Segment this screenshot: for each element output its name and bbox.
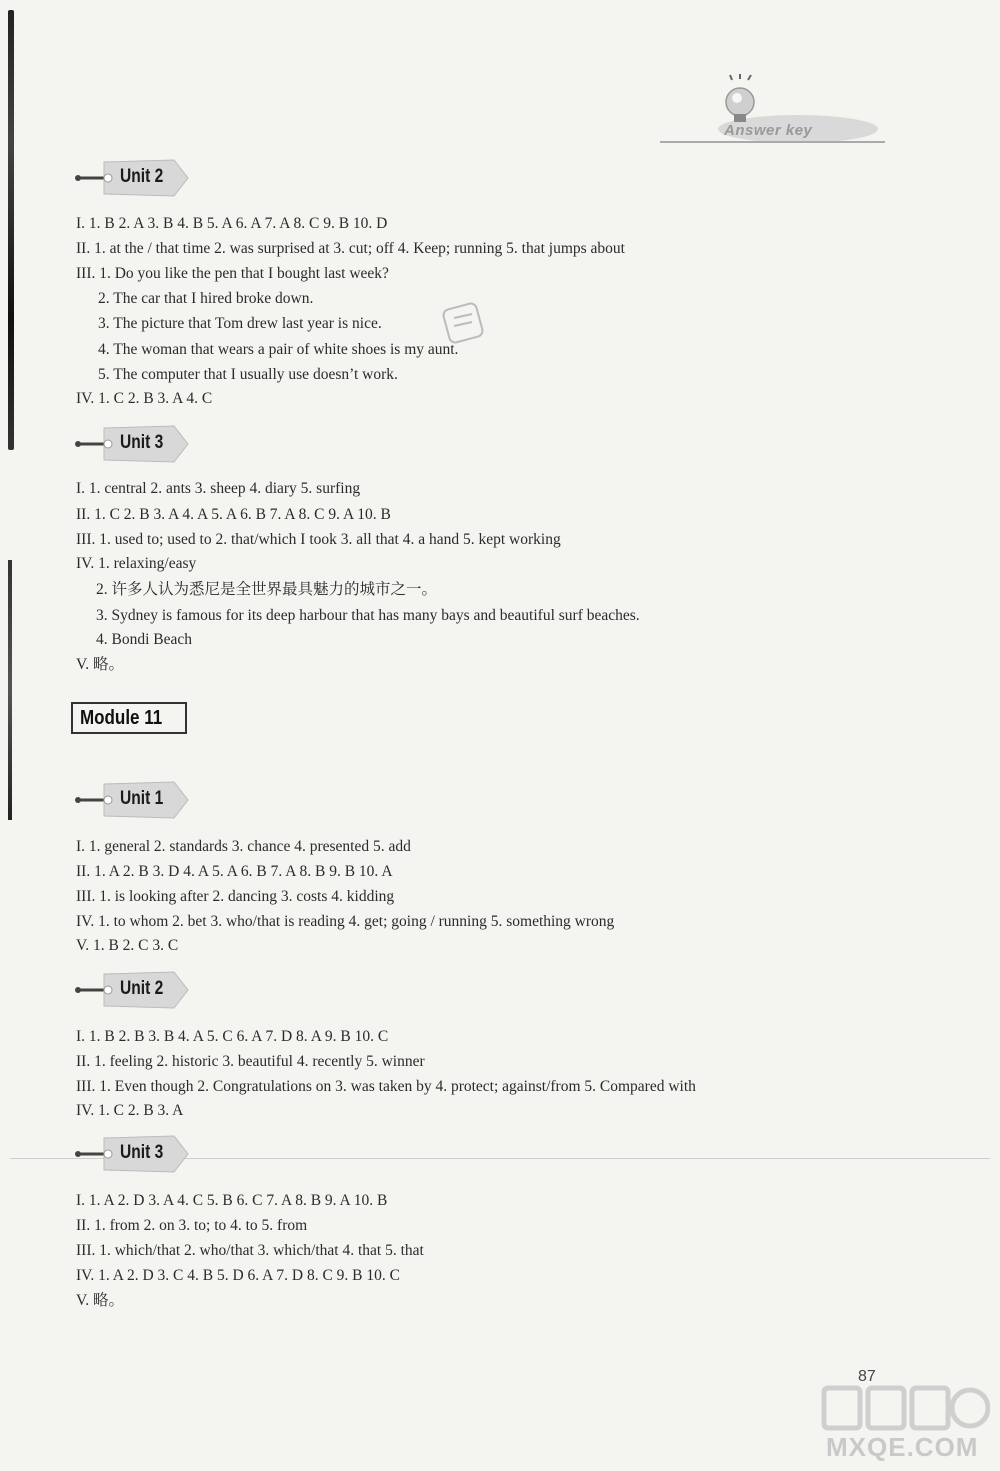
answer-line: 3. The picture that Tom drew last year is nice. <box>98 315 382 332</box>
answer-line: III. 1. Even though 2. Congratulations on 3. was taken by 4. protect; against/from 5. Compared with <box>76 1078 696 1095</box>
unit-tag-m11u2 <box>74 968 194 1012</box>
answer-line: IV. 1. to whom 2. bet 3. who/that is reading 4. get; going / running 5. something wrong <box>76 913 615 930</box>
answer-line: III. 1. used to; used to 2. that/which I took 3. all that 4. a hand 5. kept working <box>76 531 561 548</box>
answer-line: V. 略。 <box>76 656 124 673</box>
answer-line: II. 1. C 2. B 3. A 4. A 5. A 6. B 7. A 8. C 9. A 10. B <box>76 506 391 523</box>
answer-line: 3. Sydney is famous for its deep harbour that has many bays and beautiful surf beaches. <box>96 607 640 624</box>
answer-line: V. 1. B 2. C 3. C <box>76 937 179 954</box>
answer-line: III. 1. Do you like the pen that I bought last week? <box>76 265 389 282</box>
unit-label: Unit 2 <box>120 166 164 187</box>
unit-tag-m11u1 <box>74 778 194 822</box>
answer-line: IV. 1. relaxing/easy <box>76 555 197 572</box>
header-title: Answer key <box>724 122 813 139</box>
answer-line: 4. Bondi Beach <box>96 631 192 648</box>
answer-line: V. 略。 <box>76 1292 124 1309</box>
unit-tag-m10u3 <box>74 422 194 466</box>
answer-line: II. 1. A 2. B 3. D 4. A 5. A 6. B 7. A 8. B 9. B 10. A <box>76 863 393 880</box>
answer-line: 5. The computer that I usually use doesn’t work. <box>98 366 398 383</box>
unit-label: Unit 2 <box>120 978 164 999</box>
header-rule <box>660 141 885 143</box>
scan-edge <box>8 10 14 450</box>
answer-line: 4. The woman that wears a pair of white shoes is my aunt. <box>98 341 459 358</box>
answer-line: I. 1. general 2. standards 3. chance 4. presented 5. add <box>76 838 411 855</box>
answer-line: I. 1. B 2. B 3. B 4. A 5. C 6. A 7. D 8. A 9. B 10. C <box>76 1028 389 1045</box>
stamp-mark <box>440 300 486 346</box>
answer-line: I. 1. central 2. ants 3. sheep 4. diary 5. surfing <box>76 480 361 497</box>
unit-label: Unit 1 <box>120 788 164 809</box>
scan-edge-lower <box>8 560 12 820</box>
answer-line: 2. The car that I hired broke down. <box>98 290 314 307</box>
answer-line: IV. 1. C 2. B 3. A <box>76 1102 184 1119</box>
answer-line: 2. 许多人认为悉尼是全世界最具魅力的城市之一。 <box>96 581 438 598</box>
answer-line: II. 1. at the / that time 2. was surprised at 3. cut; off 4. Keep; running 5. that jumps about <box>76 240 625 257</box>
module-heading <box>71 702 187 734</box>
answer-line: I. 1. A 2. D 3. A 4. C 5. B 6. C 7. A 8. B 9. A 10. B <box>76 1192 388 1209</box>
answer-line: I. 1. B 2. A 3. B 4. B 5. A 6. A 7. A 8. C 9. B 10. D <box>76 215 388 232</box>
answer-line: III. 1. is looking after 2. dancing 3. costs 4. kidding <box>76 888 395 905</box>
answer-line: IV. 1. A 2. D 3. C 4. B 5. D 6. A 7. D 8. C 9. B 10. C <box>76 1267 400 1284</box>
watermark-text: MXQE.COM <box>826 1432 979 1462</box>
page-number: 87 <box>858 1368 876 1385</box>
module-label: Module 11 <box>80 707 163 729</box>
answer-line: III. 1. which/that 2. who/that 3. which/that 4. that 5. that <box>76 1242 424 1259</box>
answer-line: IV. 1. C 2. B 3. A 4. C <box>76 390 213 407</box>
unit-tag-m11u3 <box>74 1132 194 1176</box>
unit-label: Unit 3 <box>120 432 164 453</box>
unit-tag-m10u2 <box>74 156 194 200</box>
unit-label: Unit 3 <box>120 1142 164 1163</box>
answer-line: II. 1. feeling 2. historic 3. beautiful 4. recently 5. winner <box>76 1053 425 1070</box>
answer-line: II. 1. from 2. on 3. to; to 4. to 5. from <box>76 1217 308 1234</box>
